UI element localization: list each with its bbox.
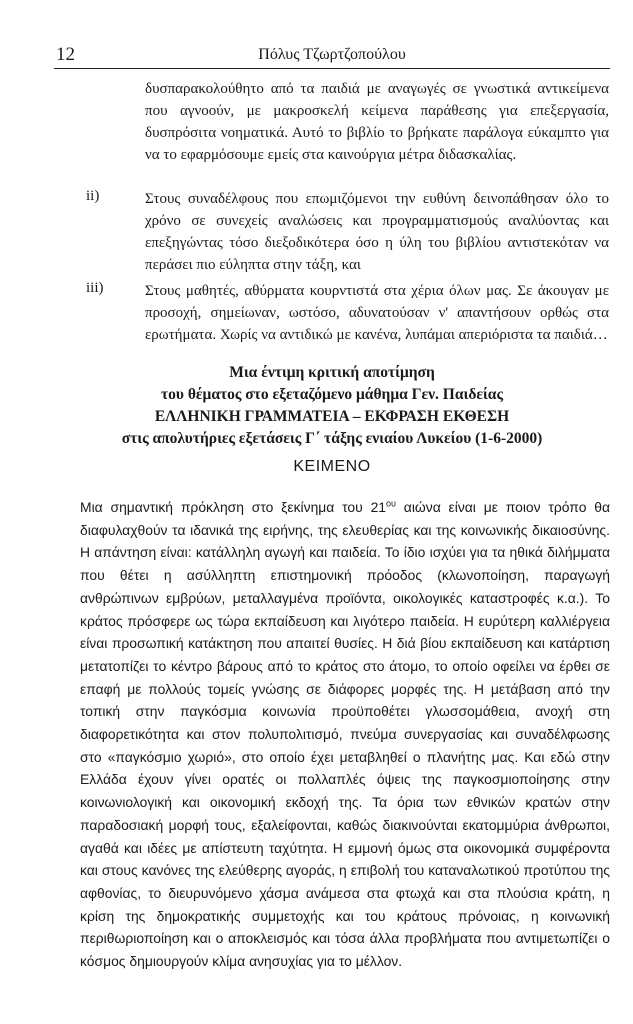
running-title: Πόλυς Τζωρτζοπούλου [258,46,406,63]
body-text-rest: αιώνα είναι με ποιον τρόπο θα διαφυλαχθούν τα ιδανικά της ειρήνης, της ελευθερίας και της κοινωνικής δικαιοσύνης. Η απάντηση είναι: κατάλληλη αγωγή και παιδεία. Το ίδιο ισχύει για τα ηθικά διλήμματα που θέτει η ασύλληπτη επιστημονική πρόοδος (κλωνοποίηση, παραγωγή ανθρώπινων εμβρύων, μεταλλαγμένα προϊόντα, οικολογικές καταστροφές κ.α.). Το κράτος πρόσφερε ως τώρα εκπαίδευση και λιγότερο παιδεία. Η ευρύτερη καλλιέργεια είναι προσωπική κατάκτηση που απαιτεί θυσίες. Η διά βίου εκπαίδευση και κατάρτιση μετατοπίζει το κέντρο βάρους από το κράτος στο άτομο, το οποίο οφείλει να έρθει σε επαφή με πολλούς τομείς γνώσης σε διάφορες μορφές της. Η μετάβαση από την τοπική στην παγκόσμια κοινωνία προϋποθέτει γλωσσομάθεια, ανοχή στη διαφορετικότητα και στον πολυπολιτισμό, πνεύμα συνεργασίας και συναδέλφωσης στο «παγκόσμιο χωριό», στο οποίο έχει μεταβληθεί ο πλανήτης μας. Και εδώ στην Ελλάδα έχουν γίνει ορατές οι πολλαπλές όψεις της παγκοσμιοποίησης στην κοινωνιολογική και οικονομική εκδοχή της. Τα όρια των εθνικών κρατών στην παραδοσιακή μορφή τους, εξαλείφονται, καθώς διακινούνται εκατομμύρια άνθρωποι, αγαθά και ιδέες με απίστευτη ταχύτητα. Η εμμονή όμως στα οικονομικά συμφέροντα και στους κανόνες της ελεύθερης αγοράς, η επιβολή του καταναλωτικού προτύπου της αφθονίας, το διευρυνόμενο χάσμα ανάμεσα στα φτωχά και στα πλούσια κράτη, η κρίση της δημοκρατικής συμμετοχής και του κράτους πρόνοιας, η κοινωνική περιθωριοποίηση και ο αποκλεισμός και τόσα άλλα προβλήματα που αντιμετωπίζει ο κόσμος δημιουργούν κλίμα ανησυχίας για το μέλλον. [80,499,610,970]
superscript: ου [386,498,396,509]
heading-line: Μια έντιμη κριτική αποτίμηση [229,364,435,381]
text-subheading: ΚΕΙΜΕΝΟ [293,458,371,475]
page-number: 12 [56,44,75,65]
body-paragraph [80,496,610,973]
heading-line: του θέματος στο εξεταζόμενο μάθημα Γεν. Παιδείας [161,386,503,403]
body-text-start: Μια σημαντική πρόκληση στο ξεκίνημα του 21 [80,499,387,515]
heading-line: ΕΛΛΗΝΙΚΗ ΓΡΑΜΜΑΤΕΙΑ – ΕΚΦΡΑΣΗ ΕΚΘΕΣΗ [154,408,510,425]
page-header [54,44,610,69]
continuation-paragraph: δυσπαρακολούθητο από τα παιδιά με αναγωγές σε γνωστικά αντικείμενα που αγνοούν, με μακροσκελή κείμενα παράθεσης για επεξεργασία, δυσπρόσιτα νοηματικά. Αυτό το βιβλίο το βρήκατε παράλογα εύκαμπτο για να το εφαρμόσουμε εμείς στα καινούργια μέτρα διδασκαλίας. [145,81,609,163]
section-heading [54,362,610,450]
list-marker: iii) [86,280,104,296]
list-item-text: Στους συναδέλφους που επωμιζόμενοι την ευθύνη δεινοπάθησαν όλο το χρόνο σε συνεχείς αναλώσεις και προγραμματισμούς αναλύοντας και επεξηγώντας τόσο διεξοδικότερα όσο η ύλη του βιβλίου αντιστεκόταν να περάσει πιο εύληπτα στην τάξη, και [145,191,609,273]
heading-line: στις απολυτήριες εξετάσεις Γ΄ τάξης ενιαίου Λυκείου (1-6-2000) [121,430,543,447]
list-item-text: Στους μαθητές, αθύρματα κουρντιστά στα χέρια όλων μας. Σε άκουγαν με προσοχή, σημείωναν, ωστόσο, αδυνατούσαν ν' απαντήσουν ορθώς στα ερωτήματα. Χωρίς να αντιδικώ με κανένα, λυπάμαι απεριόριστα τα παιδιά… [145,283,609,343]
list-marker: ii) [86,188,100,204]
